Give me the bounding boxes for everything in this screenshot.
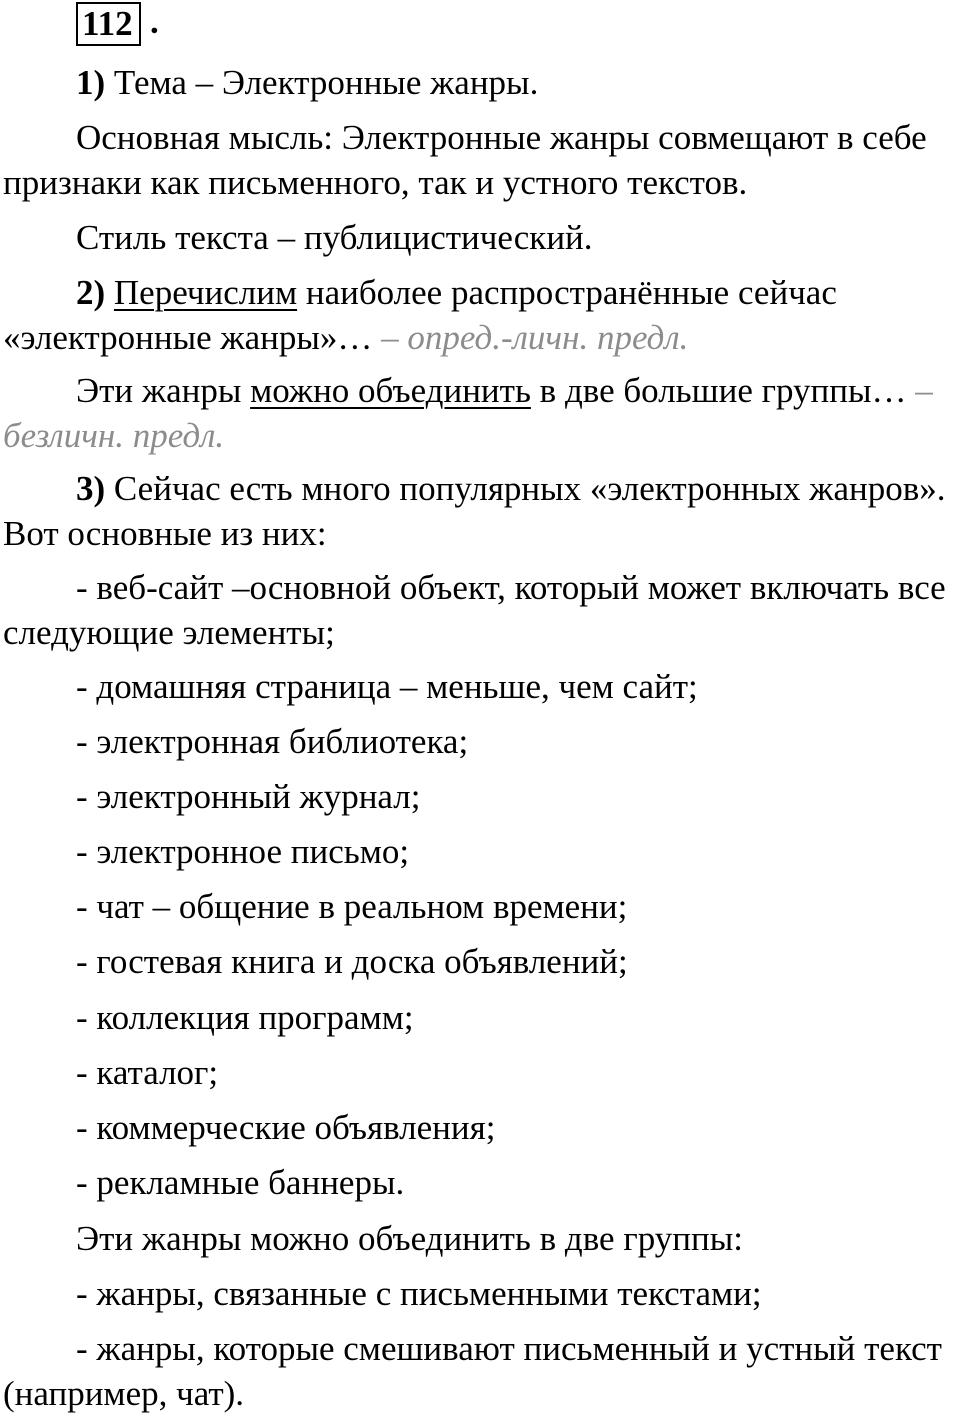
list-item: - коллекция программ; (76, 998, 414, 1037)
sentence2-start: Эти жанры (76, 371, 242, 410)
group-item: - жанры, связанные с письменными текстами; (76, 1274, 762, 1313)
section2-marker: 2) (76, 273, 106, 312)
section1-theme (3, 60, 958, 105)
sentence2-note: – безличн. предл. (3, 371, 933, 455)
list-item: - каталог; (76, 1053, 219, 1092)
style-text: Стиль текста – публицистический. (76, 218, 593, 257)
list-item: - электронное письмо; (76, 832, 410, 871)
list-item: - рекламные баннеры. (76, 1163, 405, 1202)
task-number: 112 (76, 2, 141, 46)
main-idea-text: Основная мысль: Электронные жанры совмещают в себе признаки как письменного, так и устного текстов. (3, 118, 927, 202)
task-number-dot: . (150, 2, 159, 41)
groups-intro: Эти жанры можно объединить в две группы: (76, 1219, 743, 1258)
group-item: - жанры, которые смешивают письменный и устный текст (например, чат). (3, 1329, 942, 1413)
list-item: - домашняя страница – меньше, чем сайт; (76, 667, 698, 706)
sentence1-rest: наиболее распространённые сейчас «электронные жанры»… (3, 273, 837, 357)
sentence1-note: – опред.-личн. предл. (381, 318, 689, 357)
section3-intro-text: Сейчас есть много популярных «электронных жанров». Вот основные из них: (3, 469, 946, 553)
list-item: - веб-сайт –основной объект, который может включать все следующие элементы; (3, 568, 946, 652)
list-item: - коммерческие объявления; (76, 1108, 496, 1147)
section1-marker: 1) (76, 63, 106, 102)
sentence2-rest: в две большие группы… (539, 371, 907, 410)
list-item: - гостевая книга и доска объявлений; (76, 942, 628, 981)
section3-intro (3, 466, 958, 556)
section2-sentence2 (3, 368, 958, 458)
underlined-predicate-1: Перечислим (113, 273, 298, 312)
underlined-predicate-2: можно объединить (250, 371, 531, 410)
theme-text: Тема – Электронные жанры. (113, 63, 539, 102)
section2-sentence1 (3, 270, 958, 360)
section3-marker: 3) (76, 469, 106, 508)
list-item: - электронная библиотека; (76, 722, 469, 761)
list-item: - электронный журнал; (76, 777, 421, 816)
list-item: - чат – общение в реальном времени; (76, 887, 628, 926)
